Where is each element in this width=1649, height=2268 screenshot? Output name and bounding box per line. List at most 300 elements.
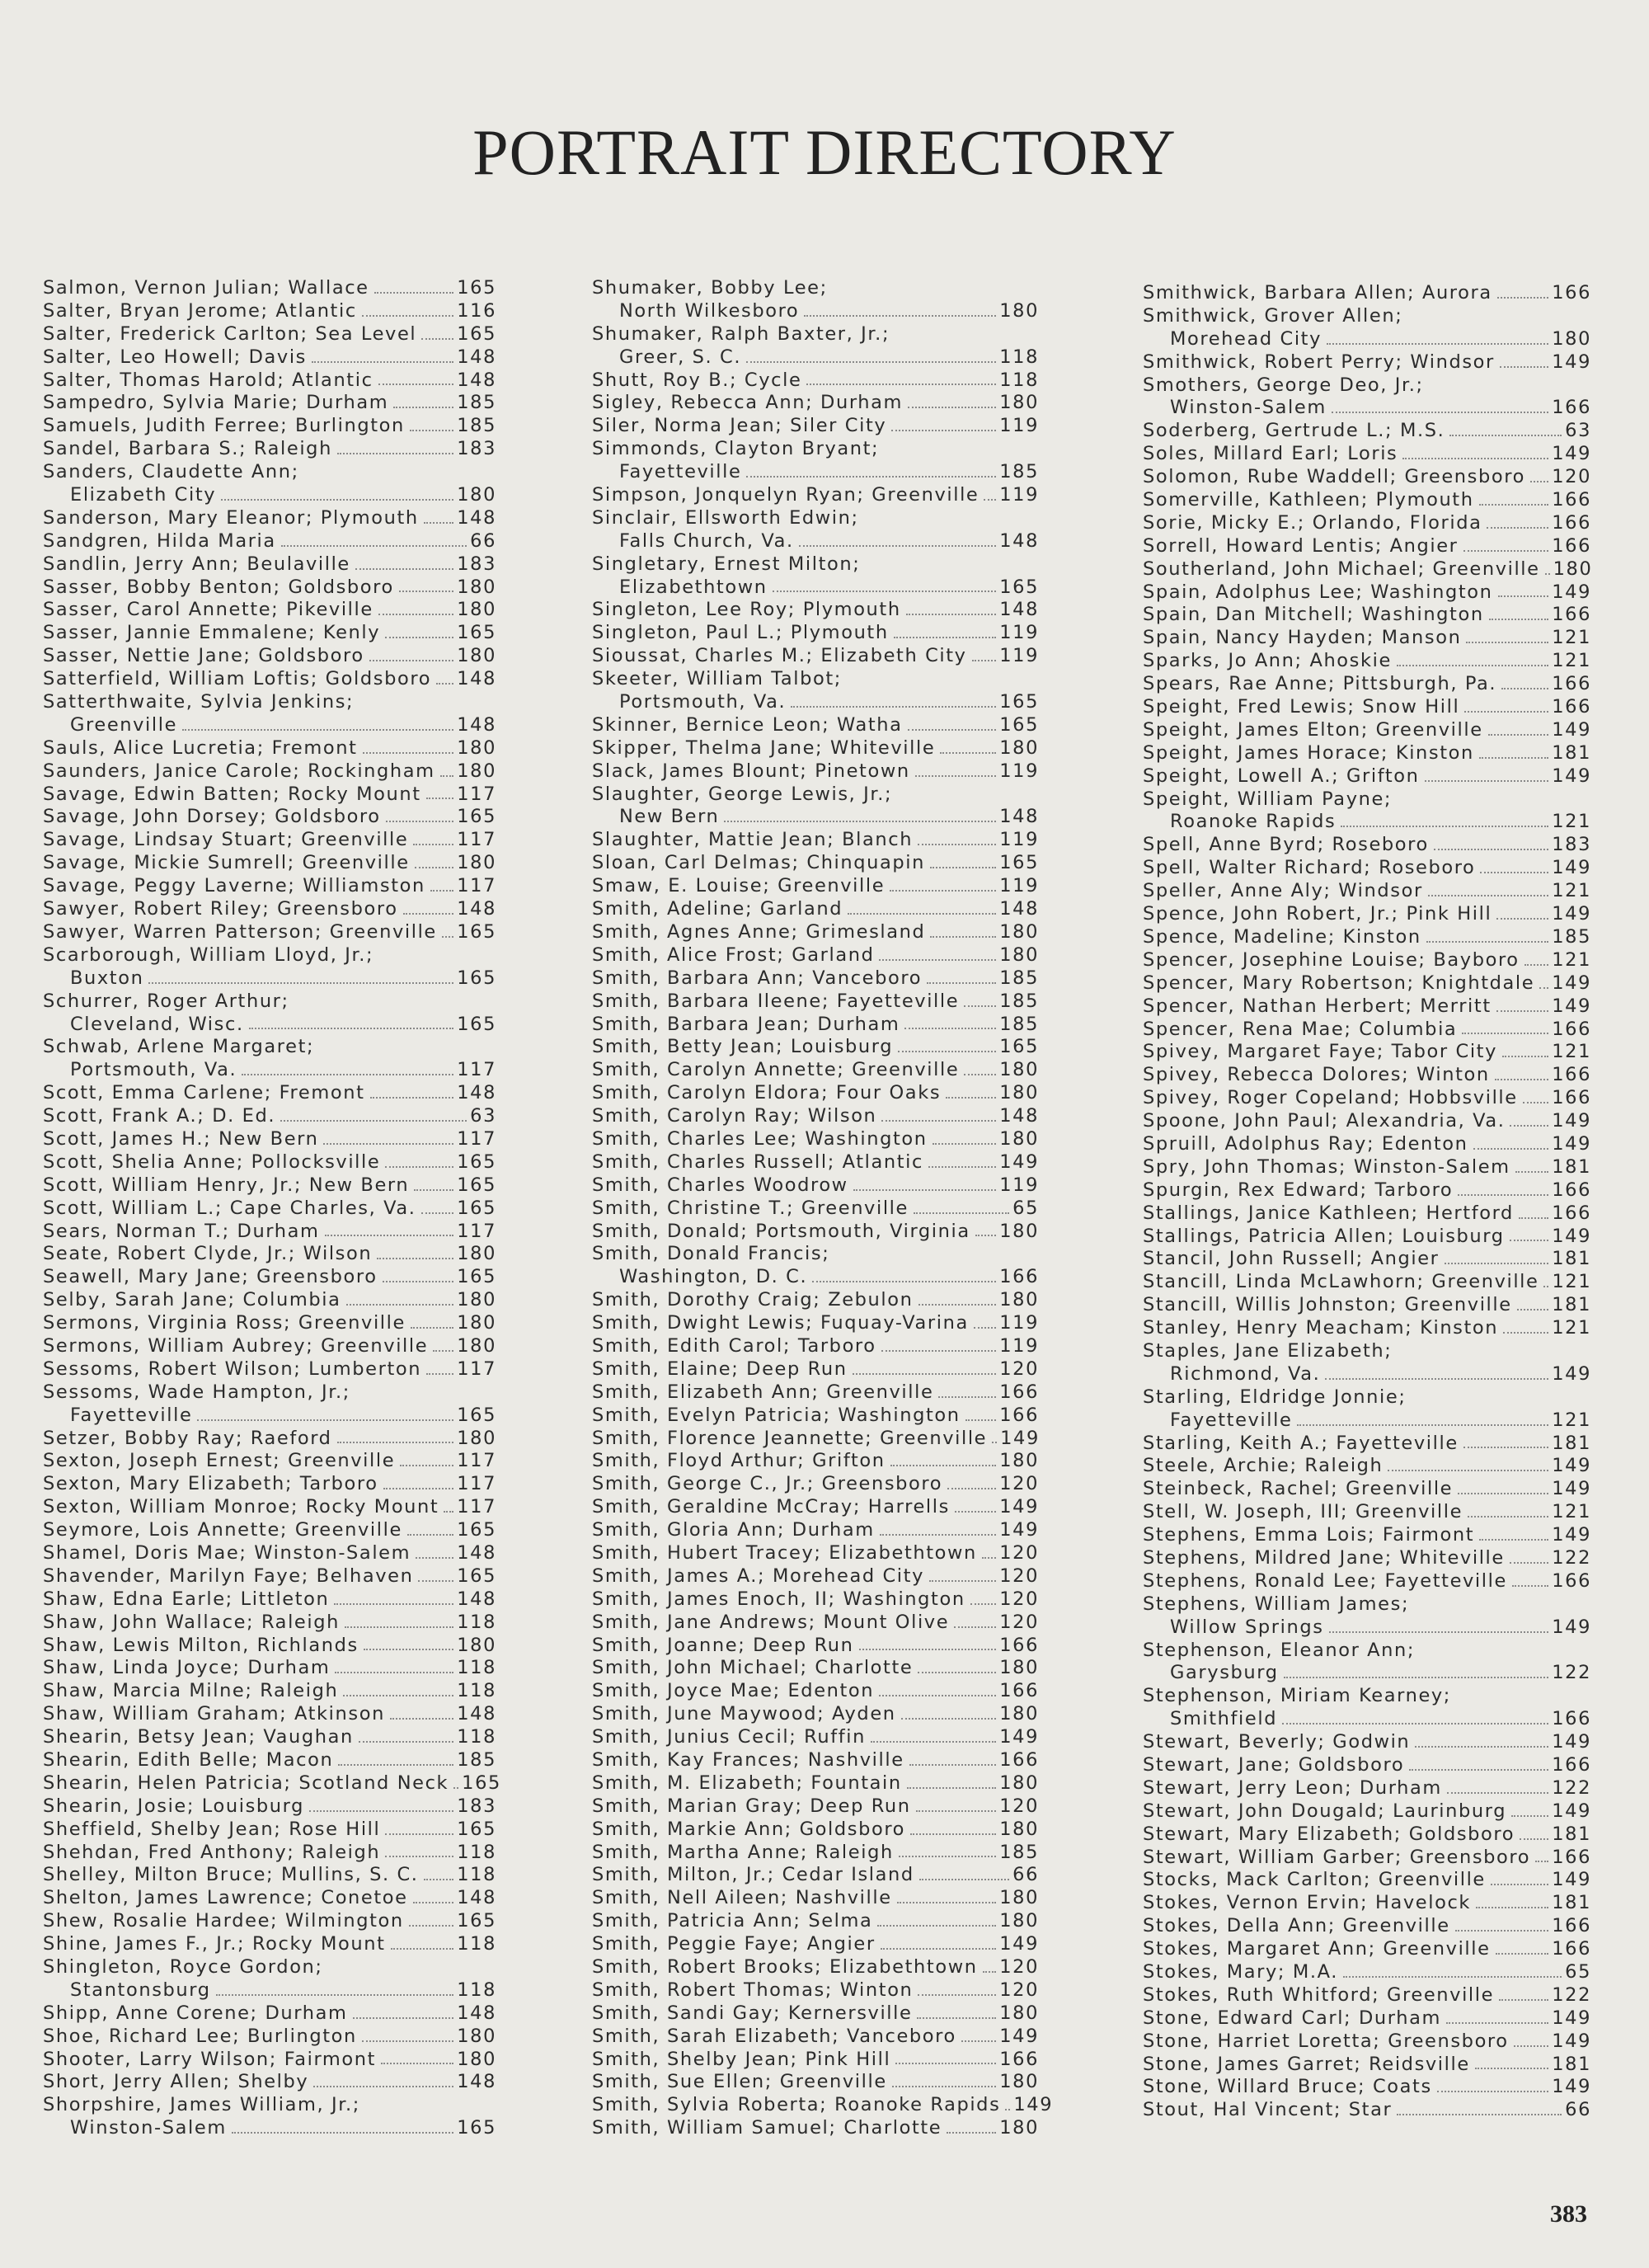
entry-page-number: 180	[999, 1910, 1039, 1932]
dot-leader	[1545, 558, 1550, 575]
directory-entry	[592, 1910, 1039, 1933]
entry-page-number: 149	[999, 2025, 1039, 2047]
directory-entry	[1143, 489, 1591, 512]
directory-entry	[592, 1358, 1039, 1381]
entry-name: Shoe, Richard Lee; Burlington	[43, 2025, 357, 2047]
entry-name: Sanders, Claudette Ann;	[43, 461, 299, 483]
entry-page-number: 148	[457, 668, 496, 690]
entry-page-number: 66	[470, 529, 496, 552]
entry-page-number: 165	[457, 1150, 496, 1173]
entry-page-number: 180	[457, 1289, 496, 1311]
dot-leader	[890, 1450, 997, 1466]
entry-name: Stokes, Ruth Whitford; Greenville	[1143, 1983, 1495, 2006]
dot-leader	[954, 1612, 996, 1628]
entry-line	[592, 1726, 1039, 1749]
directory-entry	[43, 530, 496, 553]
entry-name: Singletary, Ernest Milton;	[592, 553, 861, 575]
entry-line	[592, 2117, 1039, 2140]
entry-name: Simmonds, Clayton Bryant;	[592, 438, 880, 460]
entry-page-number: 166	[1552, 1915, 1591, 1937]
dot-leader	[915, 760, 997, 777]
entry-page-number: 149	[999, 1496, 1039, 1518]
dot-leader	[378, 599, 453, 615]
entry-line	[1143, 1064, 1591, 1087]
entry-name: Smith, Peggie Faye; Angier	[592, 1933, 876, 1955]
directory-entry	[1143, 1386, 1591, 1433]
directory-entry	[43, 2071, 496, 2094]
entry-line	[43, 1933, 496, 1956]
entry-line	[43, 1335, 496, 1358]
directory-entry	[43, 1933, 496, 1956]
dot-leader	[1415, 1731, 1548, 1748]
directory-entry	[592, 1428, 1039, 1451]
entry-name: Seawell, Mary Jane; Greensboro	[43, 1266, 378, 1288]
dot-leader	[983, 1956, 997, 1973]
dot-leader	[374, 277, 454, 294]
dot-leader	[197, 1405, 453, 1421]
entry-page-number: 148	[457, 1588, 496, 1610]
dot-leader	[965, 1405, 997, 1421]
entry-name: Sorrell, Howard Lentis; Angier	[1143, 534, 1459, 557]
entry-name: Satterthwaite, Sylvia Jenkins;	[43, 691, 355, 713]
dot-leader	[1343, 1961, 1562, 1978]
entry-line	[592, 484, 1039, 507]
entry-page-number: 118	[457, 1933, 496, 1955]
directory-entry	[1143, 1087, 1591, 1110]
entry-line	[592, 1657, 1039, 1680]
directory-entry	[43, 1450, 496, 1473]
dot-leader	[1512, 1570, 1548, 1587]
entry-line	[43, 806, 496, 829]
dot-leader	[1503, 1317, 1548, 1334]
entry-line	[43, 576, 496, 600]
entry-line	[43, 691, 496, 714]
entry-page-number: 63	[1565, 420, 1591, 442]
directory-entry	[43, 829, 496, 852]
dot-leader	[1468, 1501, 1548, 1517]
directory-entry	[1143, 512, 1591, 535]
dot-leader	[853, 1174, 997, 1191]
directory-entry	[43, 1151, 496, 1174]
directory-entry	[43, 990, 496, 1037]
dot-leader	[1502, 1041, 1548, 1057]
directory-entry	[1143, 1501, 1591, 1524]
entry-name: Shaw, Edna Earle; Littleton	[43, 1588, 330, 1610]
entry-name: Scott, Emma Carlene; Fremont	[43, 1082, 365, 1104]
entry-name: Shehdan, Fred Anthony; Raleigh	[43, 1841, 381, 1863]
directory-entry	[1143, 1019, 1591, 1042]
directory-entry	[1143, 1294, 1591, 1317]
directory-entry	[1143, 2099, 1591, 2122]
entry-name: Shavender, Marilyn Faye; Belhaven	[43, 1565, 414, 1587]
directory-entry	[43, 944, 496, 990]
dot-leader	[881, 1335, 997, 1352]
entry-page-number: 119	[999, 415, 1039, 437]
entry-name: Smith, Betty Jean; Louisburg	[592, 1036, 894, 1058]
entry-page-number: 119	[999, 1334, 1039, 1357]
entry-page-number: 166	[1552, 534, 1591, 557]
entry-line	[43, 323, 496, 346]
entry-name: Sanderson, Mary Eleanor; Plymouth	[43, 506, 419, 529]
entry-page-number: 117	[457, 1496, 496, 1518]
entry-name: Shaw, John Wallace; Raleigh	[43, 1611, 340, 1633]
entry-page-number: 181	[1552, 1248, 1591, 1270]
directory-entry	[43, 599, 496, 622]
entry-name: Shew, Rosalie Hardee; Wilmington	[43, 1910, 404, 1932]
dot-leader	[848, 898, 996, 915]
directory-entry	[43, 875, 496, 898]
entry-line	[43, 2002, 496, 2026]
dot-leader	[1464, 696, 1548, 713]
dot-leader	[964, 990, 996, 1007]
entry-name: Spell, Anne Byrd; Roseboro	[1143, 834, 1429, 856]
entry-line	[1143, 420, 1591, 443]
directory-entry	[43, 806, 496, 829]
entry-line	[43, 553, 496, 576]
entry-location: Stantonsburg	[70, 1979, 211, 2001]
directory-entry	[1143, 1777, 1591, 1800]
directory-entry	[43, 1635, 496, 1658]
entry-name: Stewart, John Dougald; Laurinburg	[1143, 1800, 1507, 1822]
entry-page-number: 180	[457, 852, 496, 874]
entry-line	[43, 622, 496, 645]
directory-entry	[43, 1910, 496, 1933]
entry-line	[43, 1635, 496, 1658]
entry-location: Fayetteville	[1170, 1409, 1293, 1431]
entry-name: Smith, Gloria Ann; Durham	[592, 1519, 875, 1541]
directory-entry	[592, 1565, 1039, 1588]
entry-name: Slaughter, George Lewis, Jr.;	[592, 783, 893, 805]
entry-line	[592, 967, 1039, 990]
entry-page-number: 185	[457, 415, 496, 437]
directory-entry	[1143, 650, 1591, 673]
dot-leader	[907, 1772, 996, 1789]
entry-page-number: 148	[457, 506, 496, 529]
entry-page-number: 165	[457, 322, 496, 345]
entry-page-number: 117	[457, 1059, 496, 1081]
entry-continuation-line	[592, 461, 1039, 484]
entry-name: Shumaker, Bobby Lee;	[592, 277, 828, 299]
entry-line	[1143, 696, 1591, 719]
entry-line	[592, 1565, 1039, 1588]
entry-line	[592, 438, 1039, 461]
directory-entry	[592, 2026, 1039, 2049]
entry-page-number: 117	[457, 1220, 496, 1242]
entry-name: Speller, Anne Aly; Windsor	[1143, 880, 1423, 902]
entry-location: Buxton	[70, 967, 144, 989]
entry-name: Stone, Edward Carl; Durham	[1143, 2007, 1441, 2029]
directory-entry	[1143, 1433, 1591, 1456]
dot-leader	[383, 1473, 454, 1489]
entry-name: Smith, Barbara Ileene; Fayetteville	[592, 990, 960, 1012]
directory-entry	[592, 967, 1039, 990]
entry-page-number: 180	[457, 645, 496, 667]
directory-entry	[43, 346, 496, 369]
dot-leader	[385, 622, 453, 638]
directory-entry	[592, 1221, 1039, 1244]
directory-entry	[592, 1657, 1039, 1680]
dot-leader	[970, 1588, 997, 1605]
dot-leader	[984, 484, 996, 501]
dot-leader	[337, 1428, 454, 1444]
entry-line	[1143, 1685, 1591, 1708]
entry-location: North Wilkesboro	[619, 299, 800, 322]
directory-entry	[1143, 1823, 1591, 1847]
entry-line	[1143, 880, 1591, 903]
dot-leader	[1500, 351, 1548, 368]
entry-name: Salter, Bryan Jerome; Atlantic	[43, 299, 357, 322]
entry-line	[592, 2049, 1039, 2072]
entry-line	[43, 1312, 496, 1335]
entry-name: Stone, Willard Bruce; Coats	[1143, 2076, 1432, 2098]
dot-leader	[313, 2071, 453, 2087]
dot-leader	[1498, 581, 1549, 598]
directory-entry	[43, 921, 496, 944]
entry-name: Stancil, John Russell; Angier	[1143, 1248, 1440, 1270]
dot-leader	[877, 1910, 996, 1927]
dot-leader	[904, 1014, 996, 1030]
entry-name: Smith, Sylvia Roberta; Roanoke Rapids	[592, 2094, 1001, 2116]
entry-name: Spencer, Mary Robertson; Knightdale	[1143, 972, 1535, 994]
directory-entry	[43, 783, 496, 807]
directory-entry	[1143, 1340, 1591, 1386]
entry-page-number: 166	[1552, 604, 1591, 626]
entry-page-number: 165	[999, 852, 1039, 874]
entry-name: Speight, William Payne;	[1143, 788, 1393, 810]
entry-page-number: 181	[1552, 1892, 1591, 1914]
entry-name: Sermons, William Aubrey; Greenville	[43, 1334, 429, 1357]
entry-line	[43, 1381, 496, 1405]
directory-entry	[592, 1933, 1039, 1956]
entry-line	[1143, 1317, 1591, 1340]
entry-name: Smith, Dwight Lewis; Fuquay-Varina	[592, 1312, 969, 1334]
entry-page-number: 180	[999, 392, 1039, 414]
entry-name: Salmon, Vernon Julian; Wallace	[43, 277, 369, 299]
entry-name: Smith, Sarah Elizabeth; Vanceboro	[592, 2025, 956, 2047]
entry-line	[592, 1312, 1039, 1335]
dot-leader	[421, 1198, 454, 1214]
entry-name: Scott, James H.; New Bern	[43, 1127, 319, 1150]
entry-name: Scott, Frank A.; D. Ed.	[43, 1105, 276, 1127]
entry-name: Short, Jerry Allen; Shelby	[43, 2071, 309, 2093]
entry-line	[1143, 834, 1591, 857]
entry-page-number: 122	[1552, 1662, 1591, 1684]
directory-entry	[43, 1542, 496, 1565]
entry-location: Garysburg	[1170, 1662, 1279, 1684]
entry-name: Sasser, Jannie Emmalene; Kenly	[43, 622, 381, 644]
entry-page-number: 166	[999, 1381, 1039, 1403]
directory-entry	[592, 990, 1039, 1014]
entry-page-number: 149	[1552, 1455, 1591, 1477]
entry-page-number: 166	[999, 1749, 1039, 1771]
directory-entry	[592, 783, 1039, 830]
dot-leader	[1496, 1938, 1549, 1955]
directory-entry	[592, 415, 1039, 438]
entry-name: Smith, Carolyn Eldora; Four Oaks	[592, 1082, 942, 1104]
dot-leader	[899, 1842, 996, 1858]
entry-name: Siler, Norma Jean; Siler City	[592, 415, 887, 437]
entry-page-number: 118	[457, 1864, 496, 1886]
directory-column-2	[592, 277, 1054, 2140]
entry-name: Smith, Martha Anne; Raleigh	[592, 1841, 894, 1863]
entry-page-number: 121	[1552, 1041, 1591, 1063]
directory-entry	[43, 553, 496, 576]
entry-line	[592, 1105, 1039, 1128]
entry-page-number: 165	[457, 1266, 496, 1288]
entry-page-number: 149	[1552, 1524, 1591, 1546]
entry-page-number: 165	[457, 622, 496, 644]
dot-leader	[391, 1933, 454, 1950]
entry-name: Steele, Archie; Raleigh	[1143, 1455, 1384, 1477]
directory-entry	[592, 1450, 1039, 1473]
entry-page-number: 165	[457, 967, 496, 989]
entry-name: Shumaker, Ralph Baxter, Jr.;	[592, 322, 890, 345]
dot-leader	[385, 1151, 453, 1168]
directory-entry	[592, 1059, 1039, 1082]
entry-page-number: 165	[999, 576, 1039, 598]
entry-line	[592, 852, 1039, 875]
dot-leader	[386, 806, 454, 822]
entry-name: Sermons, Virginia Ross; Greenville	[43, 1312, 406, 1334]
entry-line	[1143, 1226, 1591, 1249]
dot-leader	[919, 1864, 1009, 1880]
entry-line	[1143, 673, 1591, 696]
directory-entry	[43, 1128, 496, 1151]
entry-page-number: 122	[1552, 1983, 1591, 2006]
entry-page-number: 185	[457, 392, 496, 414]
directory-entry	[1143, 420, 1591, 443]
entry-page-number: 180	[999, 920, 1039, 943]
entry-page-number: 180	[999, 1127, 1039, 1150]
entry-line	[592, 1059, 1039, 1082]
dot-leader	[337, 438, 453, 454]
entry-page-number: 166	[1552, 1018, 1591, 1040]
entry-name: Smith, Dorothy Craig; Zebulon	[592, 1289, 914, 1311]
entry-line	[43, 1842, 496, 1865]
directory-entry	[592, 668, 1039, 714]
directory-entry	[1143, 1478, 1591, 1501]
entry-page-number: 149	[1552, 1731, 1591, 1753]
entry-line	[43, 1542, 496, 1565]
entry-name: Stewart, William Garber; Greensboro	[1143, 1846, 1531, 1868]
entry-line	[1143, 305, 1591, 328]
entry-location: New Bern	[619, 806, 720, 828]
entry-line	[43, 1496, 496, 1519]
entry-name: Spell, Walter Richard; Roseboro	[1143, 857, 1476, 879]
entry-page-number: 148	[999, 599, 1039, 621]
page-title: PORTRAIT DIRECTORY	[472, 116, 1177, 188]
directory-entry	[1143, 834, 1591, 857]
entry-page-number: 165	[457, 1910, 496, 1932]
entry-page-number: 149	[999, 1150, 1039, 1173]
entry-name: Smith, Barbara Ann; Vanceboro	[592, 967, 923, 989]
entry-name: Spence, Madeline; Kinston	[1143, 925, 1421, 948]
directory-entry	[592, 323, 1039, 369]
directory-entry	[1143, 696, 1591, 719]
entry-line	[592, 599, 1039, 622]
directory-entry	[1143, 1455, 1591, 1478]
dot-leader	[871, 1726, 996, 1743]
dot-leader	[1497, 282, 1548, 299]
directory-entry	[43, 1519, 496, 1542]
entry-page-number: 148	[999, 806, 1039, 828]
entry-name: Solomon, Rube Waddell; Greensboro	[1143, 466, 1525, 488]
entry-line	[43, 921, 496, 944]
entry-page-number: 180	[999, 2071, 1039, 2093]
entry-line	[43, 760, 496, 783]
dot-leader	[281, 530, 467, 547]
entry-name: Slack, James Blount; Pinetown	[592, 760, 910, 782]
dot-leader	[424, 1864, 454, 1880]
entry-continuation-line	[43, 1405, 496, 1428]
dot-leader	[1543, 1271, 1548, 1287]
entry-name: Stout, Hal Vincent; Star	[1143, 2099, 1393, 2121]
entry-name: Sandlin, Jerry Ann; Beulaville	[43, 553, 350, 575]
dot-leader	[961, 2026, 996, 2042]
dot-leader	[791, 691, 996, 708]
directory-entry	[1143, 2054, 1591, 2077]
directory-entry	[1143, 949, 1591, 972]
dot-leader	[1514, 2030, 1549, 2047]
entry-page-number: 149	[1552, 2076, 1591, 2098]
entry-page-number: 149	[1552, 857, 1591, 879]
entry-location: Willow Springs	[1170, 1616, 1324, 1638]
directory-entry	[592, 1405, 1039, 1428]
dot-leader	[1520, 1823, 1548, 1840]
entry-page-number: 65	[1565, 1961, 1591, 1983]
dot-leader	[982, 1542, 996, 1559]
entry-page-number: 149	[999, 1519, 1039, 1541]
dot-leader	[897, 1887, 997, 1903]
dot-leader	[975, 1221, 997, 1237]
entry-line	[592, 2094, 1054, 2117]
entry-page-number: 185	[999, 461, 1039, 483]
entry-line	[1143, 535, 1591, 558]
entry-page-number: 180	[1553, 558, 1593, 580]
dot-leader	[724, 806, 996, 822]
directory-entry	[592, 1381, 1039, 1405]
directory-entry	[1143, 581, 1591, 605]
entry-name: Savage, Edwin Batten; Rocky Mount	[43, 783, 421, 805]
entry-line	[1143, 2099, 1591, 2122]
dot-leader	[346, 1289, 454, 1306]
entry-page-number: 149	[1552, 443, 1591, 465]
directory-entry	[592, 1289, 1039, 1312]
directory-entry	[592, 875, 1039, 898]
entry-page-number: 180	[1552, 327, 1591, 350]
directory-entry	[1143, 443, 1591, 466]
dot-leader	[325, 1221, 454, 1237]
entry-page-number: 180	[999, 2117, 1039, 2139]
entry-line	[1143, 604, 1591, 627]
dot-leader	[415, 852, 454, 868]
entry-name: Smith, Elizabeth Ann; Greenville	[592, 1381, 934, 1403]
directory-entry	[592, 1956, 1039, 1979]
entry-line	[43, 300, 496, 323]
entry-page-number: 166	[1552, 1202, 1591, 1224]
entry-line	[1143, 1731, 1591, 1754]
entry-page-number: 149	[1013, 2094, 1054, 2116]
dot-leader	[1397, 2099, 1562, 2115]
entry-continuation-line	[1143, 1662, 1591, 1685]
entry-line	[592, 1082, 1039, 1105]
dot-leader	[1488, 719, 1549, 736]
entry-name: Satterfield, William Loftis; Goldsboro	[43, 668, 432, 690]
entry-name: Shutt, Roy B.; Cycle	[592, 369, 802, 391]
entry-name: Shingleton, Royce Gordon;	[43, 1956, 323, 1979]
entry-page-number: 149	[1000, 1427, 1040, 1449]
directory-entry	[1143, 535, 1591, 558]
